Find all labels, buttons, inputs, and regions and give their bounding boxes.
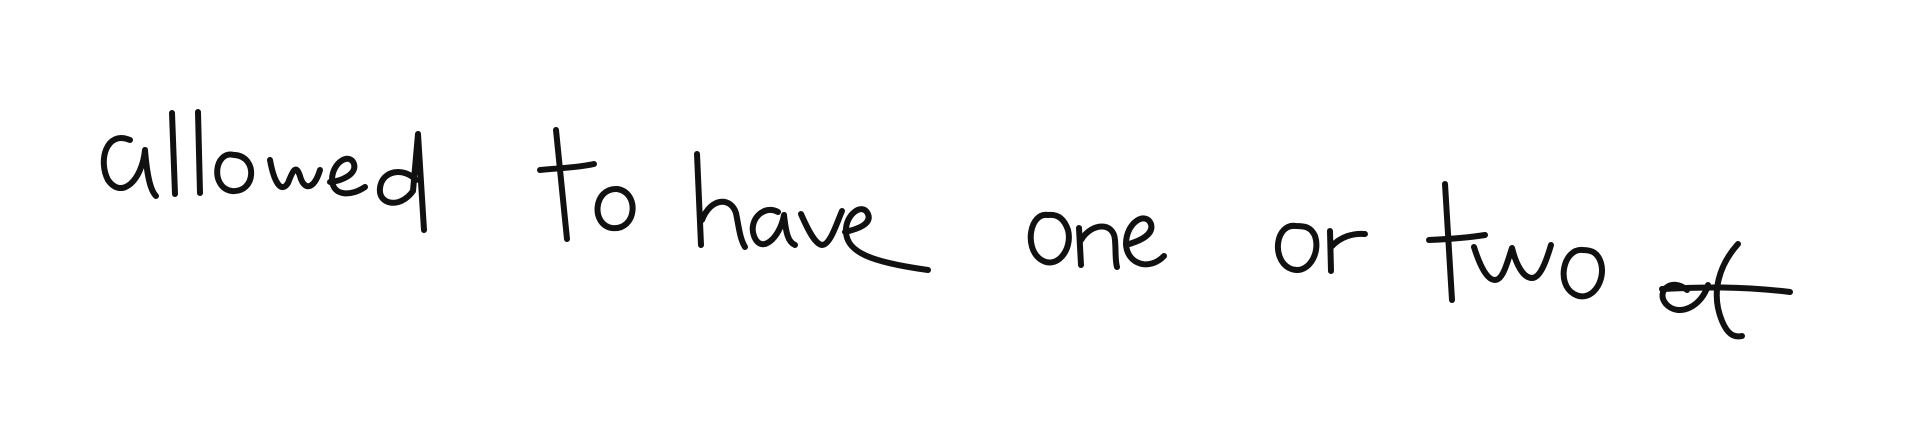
word-to — [540, 130, 633, 239]
word-of — [1662, 244, 1790, 336]
word-or — [1278, 226, 1365, 271]
word-two — [1429, 184, 1602, 300]
word-have — [697, 154, 928, 270]
word-allowed — [104, 112, 424, 230]
word-one — [1031, 215, 1164, 267]
